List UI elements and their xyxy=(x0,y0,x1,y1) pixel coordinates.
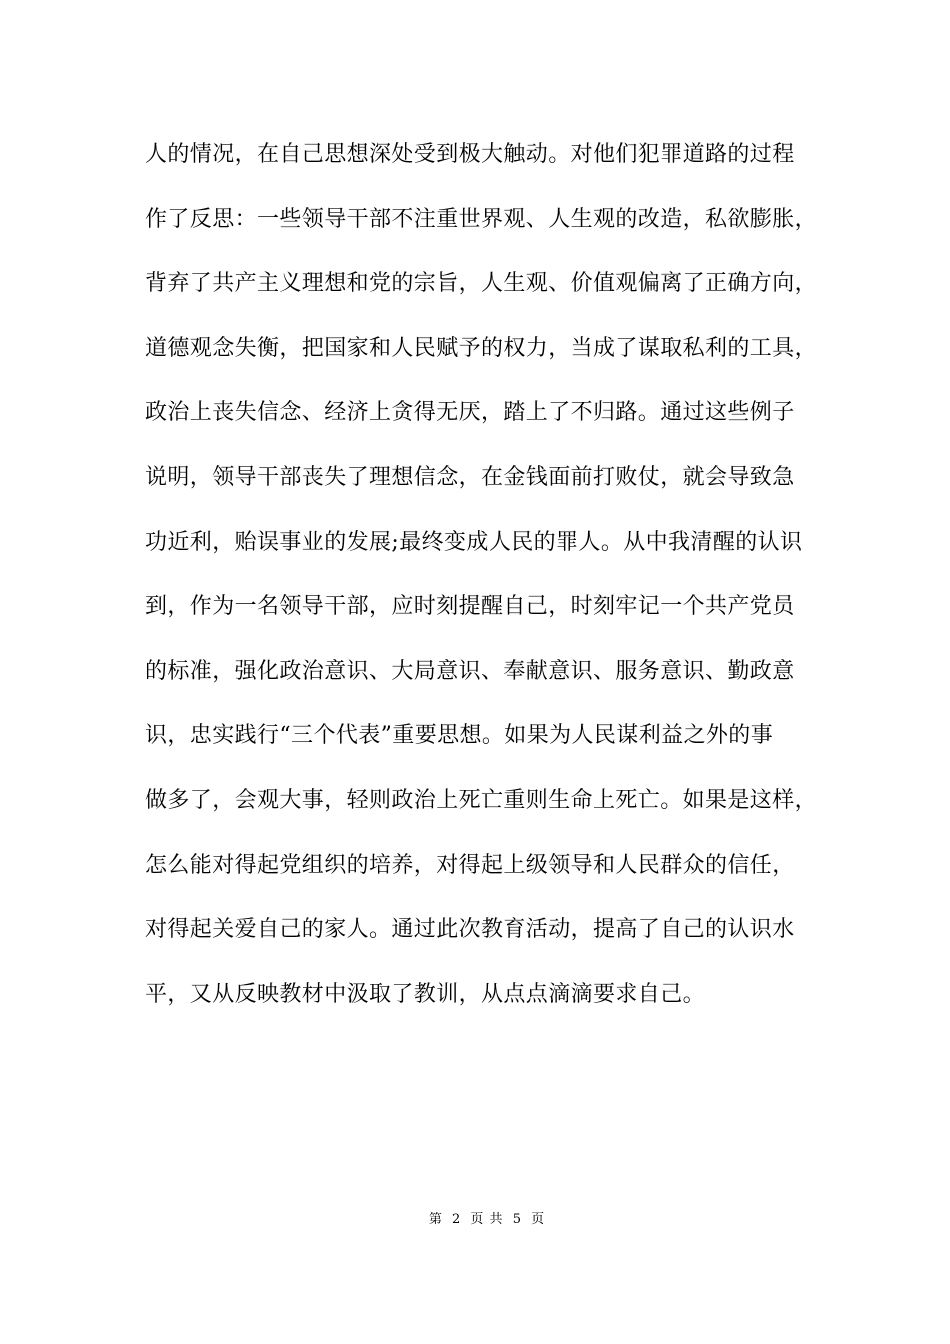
text-line: 对得起关爱自己的家人。通过此次教育活动，提高了自己的认识水 xyxy=(145,917,795,943)
text-line: 做多了，会观大事，轻则政治上死亡重则生命上死亡。如果是这样， xyxy=(145,787,818,813)
current-page-number: 2 xyxy=(452,1212,462,1227)
page-label-prefix: 第 xyxy=(428,1212,443,1227)
page-label-mid: 页 共 xyxy=(470,1212,504,1227)
body-text xyxy=(145,135,818,1039)
text-line: 作了反思：一些领导干部不注重世界观、人生观的改造，私欲膨胀， xyxy=(145,206,818,232)
text-line: 识，忠实践行“三个代表”重要思想。如果为人民谋利益之外的事 xyxy=(145,723,774,749)
page-footer xyxy=(0,1208,950,1227)
text-line: 道德观念失衡，把国家和人民赋予的权力，当成了谋取私利的工具， xyxy=(145,335,818,361)
text-line: 政治上丧失信念、经济上贪得无厌，踏上了不归路。通过这些例子 xyxy=(145,400,795,426)
text-line: 怎么能对得起党组织的培养，对得起上级领导和人民群众的信任， xyxy=(145,852,795,878)
total-pages-number: 5 xyxy=(512,1212,522,1227)
text-line: 到，作为一名领导干部，应时刻提醒自己，时刻牢记一个共产党员 xyxy=(145,594,795,620)
text-line: 背弃了共产主义理想和党的宗旨，人生观、价值观偏离了正确方向， xyxy=(145,271,818,297)
text-line: 人的情况，在自己思想深处受到极大触动。对他们犯罪道路的过程 xyxy=(145,142,795,167)
text-line: 功近利，贻误事业的发展;最终变成人民的罪人。从中我清醒的认识 xyxy=(145,529,803,555)
text-line: 的标准，强化政治意识、大局意识、奉献意识、服务意识、勤政意 xyxy=(145,658,795,684)
text-line: 说明，领导干部丧失了理想信念，在金钱面前打败仗，就会导致急 xyxy=(145,464,795,490)
page-label-suffix: 页 xyxy=(531,1212,546,1227)
text-line: 平，又从反映教材中汲取了教训，从点点滴滴要求自己。 xyxy=(145,981,706,1007)
